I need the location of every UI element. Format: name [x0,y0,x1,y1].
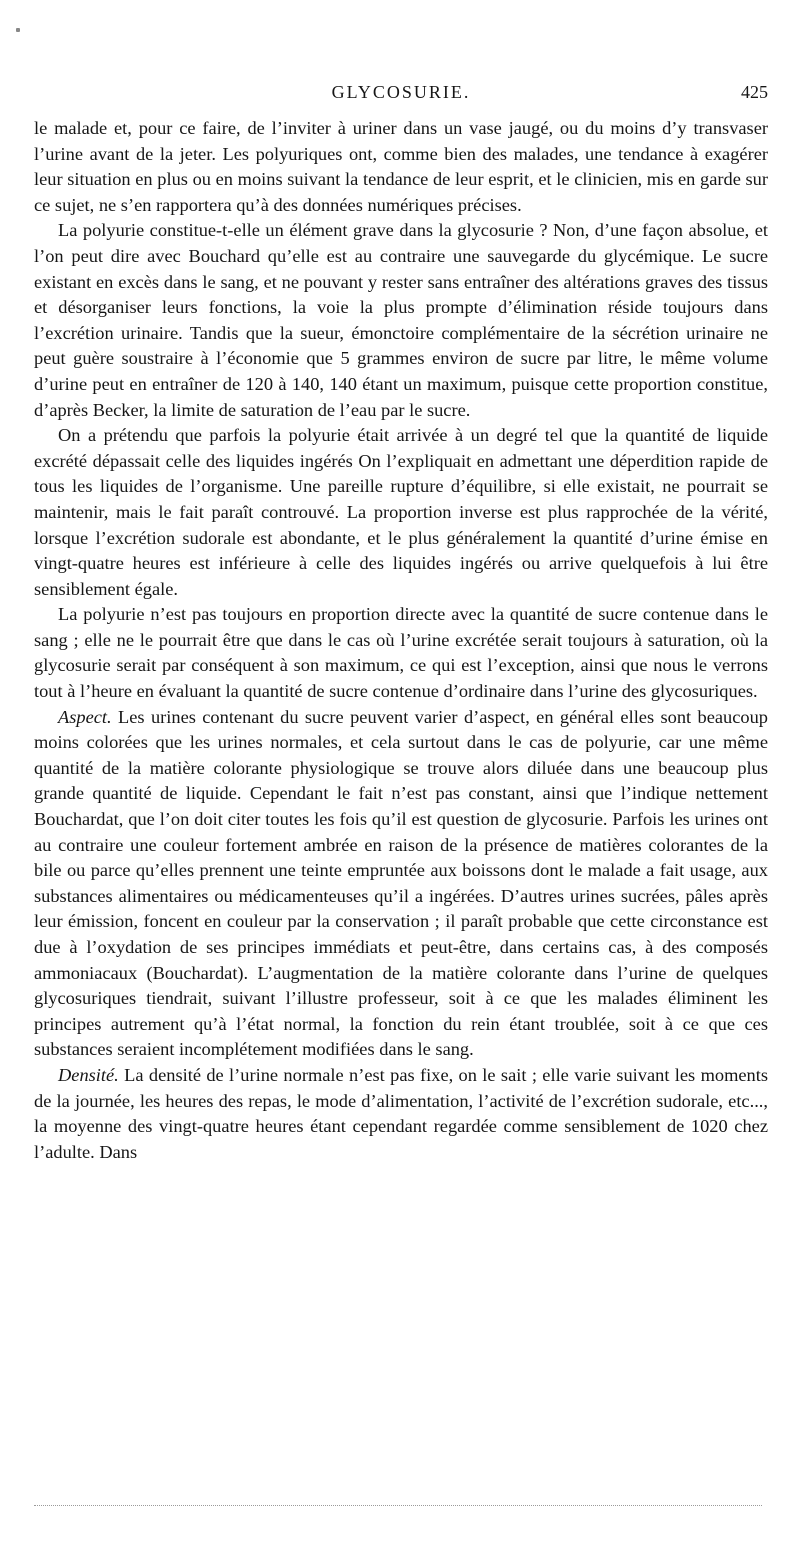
paragraph-text: On a prétendu que parfois la polyurie était arrivée à un degré tel que la quantité de liquide excrété dépassait celle des liquides ingérés On l’expliquait en admettant une déperdition rapide de tous les liquides de l’organisme. Une pareille rupture d’équilibre, si elle existait, ne pourrait se maintenir, mais le fait paraît controuvé. La proportion inverse est plus rapprochée de la vérité, lorsque l’excrétion sudorale est abondante, et le plus généralement la quantité d’urine émise en vingt-quatre heures est inférieure à celle des liquides ingérés ou arrive quelquefois à lui être sensiblement égale. [34,425,768,599]
page-header [34,82,768,110]
page-number: 425 [741,82,768,102]
running-title: GLYCOSURIE. [331,82,471,102]
paragraph-text: La densité de l’urine normale n’est pas fixe, on le sait ; elle varie suivant les moments de la journée, les heures des repas, le mode d’alimentation, l’activité de l’excrétion sudorale, etc..., la moyenne des vingt-quatre heures étant cependant regardée comme sensiblement de 1020 chez l’adulte. Dans [34,1064,768,1162]
paragraph-text: le malade et, pour ce faire, de l’inviter à uriner dans un vase jaugé, ou du moins d’y transvaser l’urine avant de la jeter. Les polyuriques ont, comme bien des malades, une tendance à exagérer leur situation en plus ou en moins suivant la tendance de leur esprit, et le clinicien, mis en garde sur ce sujet, ne s’en rapportera qu’à des données numériques précises. [34,118,768,215]
paragraph-polyurie-liquides [34,423,768,602]
paragraph-text: La polyurie constitue-t-elle un élément grave dans la glycosurie ? Non, d’une façon absolue, et l’on peut dire avec Bouchard qu’elle est au contraire une sauvegarde du glycémique. Le sucre existant en excès dans le sang, et ne pouvant y rester sans entraîner des altérations graves des tissus et désorganiser leurs fonctions, la voie la plus prompte d’élimination réside toujours dans l’excrétion urinaire. Tandis que la sueur, émonctoire complémentaire de la sécrétion urinaire ne peut guère soustraire à l’économie que 5 grammes environ de sucre par litre, le même volume d’urine peut en entraîner de 120 à 140, 140 étant un maximum, puisque cette proportion constitue, d’après Becker, la limite de saturation de l’eau par le sucre. [34,220,768,420]
paragraph-text: La polyurie n’est pas toujours en proportion directe avec la quantité de sucre contenue dans le sang ; elle ne le pourrait être que dans le cas où l’urine excrétée serait toujours à saturation, où la glycosurie serait par conséquent à son maximum, ce qui est l’exception, ainsi que nous le verrons tout à l’heure en évaluant la quantité de sucre contenue d’ordinaire dans l’urine des glycosuriques. [34,604,768,702]
section-lead-aspect: Aspect. [58,706,112,727]
paragraph-text: Les urines contenant du sucre peuvent varier d’aspect, en général elles sont beaucoup moins colorées que les urines normales, et cela surtout dans le cas de polyurie, car une même quantité de la matière colorante physiologique se trouve alors diluée dans une beaucoup plus grande quantité de liquide. Cependant le fait n’est pas constant, ainsi que l’indique nettement Bouchardat, que l’on doit citer toutes les fois qu’il est question de glycosurie. Parfois les urines ont au contraire une couleur fortement ambrée en raison de la présence de matières colorantes de la bile ou parce qu’elles prennent une teinte empruntée aux boissons dont le malade a fait usage, aux substances alimentaires ou médicamenteuses qu’il a ingérées. D’autres urines sucrées, pâles après leur émission, foncent en couleur par la conservation ; il paraît probable que cette circonstance est due à l’oxydation de ses principes immédiats et peut-être, dans certains cas, à des composés ammoniacaux (Bouchardat). L’augmentation de la matière colorante dans l’urine de quelques glycosuriques tiendrait, suivant l’illustre professeur, soit à ce que les malades éliminent les principes autrement qu’à l’état normal, la fonction du rein étant troublée, soit à ce que ces substances seraient incomplétement modifiées dans le sang. [34,706,768,1060]
paragraph-aspect [34,705,768,1063]
paragraph-densite [34,1063,768,1165]
scan-speck [16,28,20,32]
bottom-dotted-rule [34,1505,762,1506]
paragraph-polyurie-sucre [34,602,768,704]
paragraph-polyurie-gravite [34,218,768,423]
body-text [34,116,768,1165]
section-lead-densite: Densité. [58,1064,119,1085]
paragraph-continuation [34,116,768,218]
